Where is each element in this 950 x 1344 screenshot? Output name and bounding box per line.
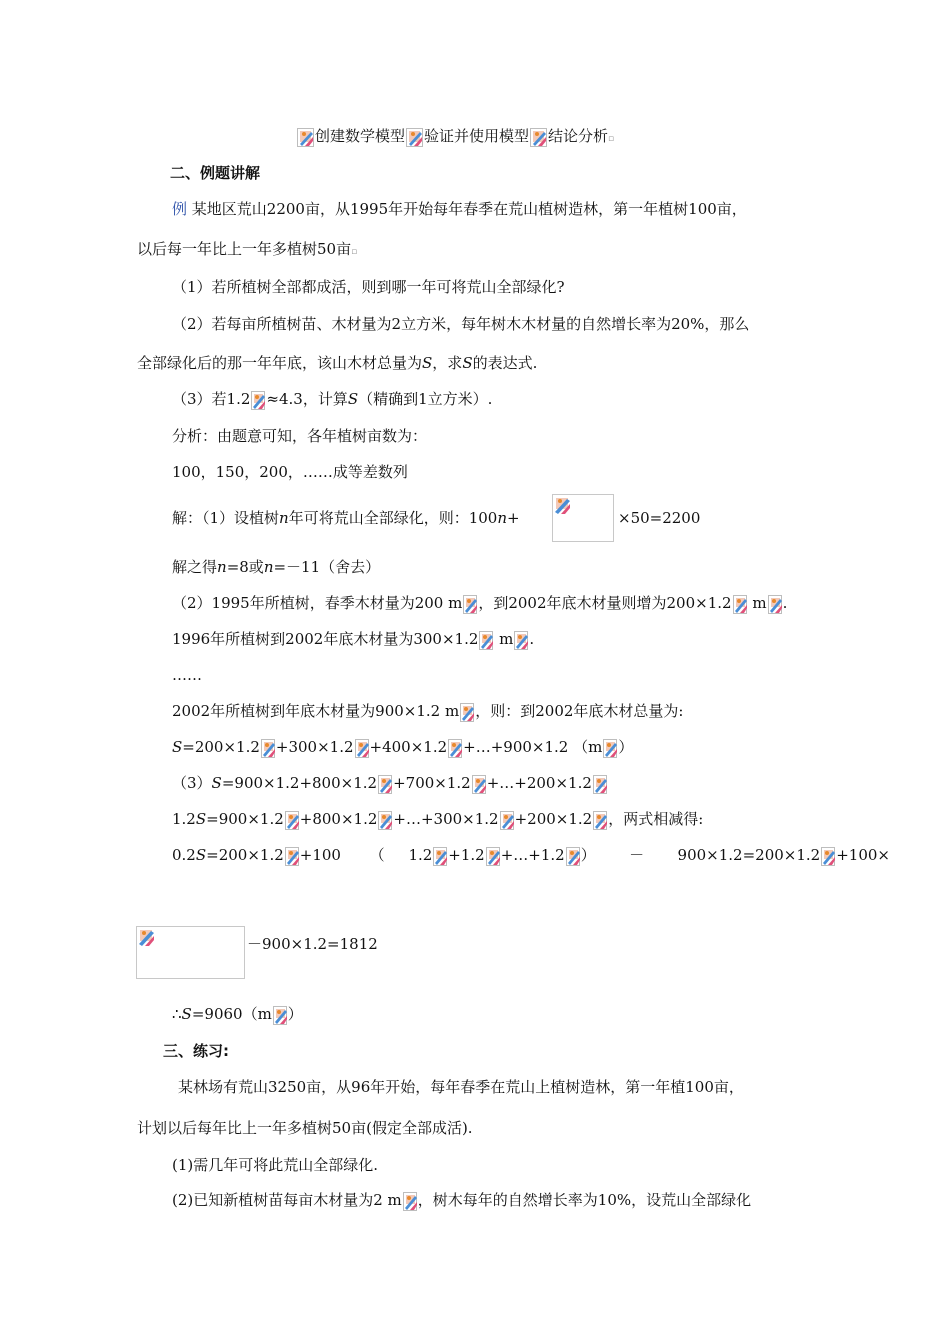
solution-1-rhs: ×50=2200 bbox=[618, 509, 701, 527]
broken-image-icon bbox=[251, 391, 265, 410]
broken-image-icon bbox=[479, 631, 493, 650]
flow-step-3: 结论分析 bbox=[548, 127, 609, 145]
broken-image-icon bbox=[138, 928, 158, 948]
broken-image-icon bbox=[603, 739, 617, 758]
broken-image-icon bbox=[355, 739, 369, 758]
ellipsis: …… bbox=[172, 666, 202, 684]
practice-line-1: 某林场有荒山3250亩，从96年开始，每年春季在荒山上植树造林，第一年植100亩， bbox=[178, 1078, 744, 1096]
question-2-line-2: 全部绿化后的那一年年底，该山木材总量为S，求S的表达式. bbox=[137, 354, 538, 372]
practice-line-3: (1)需几年可将此荒山全部绿化. bbox=[172, 1156, 379, 1174]
solution-3-line-1: （3）S=900×1.2+800×1.2 +700×1.2 +…+200×1.2 bbox=[172, 772, 608, 794]
example-tag: 例 bbox=[172, 200, 188, 218]
solution-1-result: 解之得n=8或n=－11（舍去） bbox=[172, 558, 381, 576]
section-heading-practice: 三、练习: bbox=[163, 1042, 229, 1060]
solution-3-line-4: －900×1.2=1812 bbox=[247, 935, 378, 953]
broken-image-icon bbox=[472, 775, 486, 794]
formula-image bbox=[552, 494, 614, 542]
broken-image-icon bbox=[261, 739, 275, 758]
broken-image-icon bbox=[403, 1192, 417, 1211]
question-2-line-1: （2）若每亩所植树苗、木材量为2立方米，每年树木木材量的自然增长率为20%，那么 bbox=[172, 315, 750, 333]
broken-image-icon bbox=[273, 1006, 287, 1025]
example-line-2: 以后每一年比上一年多植树50亩▫ bbox=[137, 240, 358, 258]
broken-image-icon bbox=[821, 847, 835, 866]
example-line-1: 例 某地区荒山2200亩，从1995年开始每年春季在荒山植树造林，第一年植树100亩， bbox=[172, 200, 747, 218]
broken-image-icon bbox=[554, 496, 572, 516]
broken-image-icon bbox=[297, 128, 314, 147]
broken-image-icon bbox=[463, 595, 477, 614]
broken-image-icon bbox=[733, 595, 747, 614]
solution-2-line-2: 1996年所植树到2002年底木材量为300×1.2 m . bbox=[172, 630, 535, 648]
broken-image-icon bbox=[593, 775, 607, 794]
broken-image-icon bbox=[378, 775, 392, 794]
solution-2-line-3: 2002年所植树到年底木材量为900×1.2 m ，则：到2002年底木材总量为: bbox=[172, 702, 684, 720]
solution-3-line-3: 0.2S=200×1.2 +100 （ 1.2 +1.2 +…+1.2 ） － 900×1.2=200×1.2 +100× bbox=[172, 846, 891, 864]
broken-image-icon bbox=[285, 847, 299, 866]
broken-image-icon bbox=[285, 811, 299, 830]
broken-image-icon bbox=[433, 847, 447, 866]
broken-image-icon bbox=[406, 128, 423, 147]
analysis-line-2: 100，150，200，……成等差数列 bbox=[172, 463, 408, 481]
question-1: （1）若所植树全部都成活，则到哪一年可将荒山全部绿化? bbox=[172, 278, 565, 296]
solution-2-sum: S=200×1.2 +300×1.2 +400×1.2 +…+900×1.2 （m ） bbox=[172, 738, 634, 756]
solution-2-line-1: （2）1995年所植树，春季木材量为200 m ，到2002年底木材量则增为200×1.2 m . bbox=[172, 594, 788, 612]
broken-image-icon bbox=[530, 128, 547, 147]
section-heading-examples: 二、例题讲解 bbox=[170, 164, 261, 182]
practice-line-4: (2)已知新植树苗每亩木材量为2 m ，树木每年的自然增长率为10%，设荒山全部绿化 bbox=[172, 1191, 752, 1209]
broken-image-icon bbox=[768, 595, 782, 614]
solution-3-line-2: 1.2S=900×1.2 +800×1.2 +…+300×1.2 +200×1.2 ，两式相减得: bbox=[172, 810, 704, 828]
broken-image-icon bbox=[566, 847, 580, 866]
broken-image-icon bbox=[514, 631, 528, 650]
broken-image-icon bbox=[486, 847, 500, 866]
question-3: （3）若1.2 ≈4.3，计算S（精确到1立方米）. bbox=[172, 390, 493, 408]
broken-image-icon bbox=[448, 739, 462, 758]
flow-step-1: 创建数学模型 bbox=[315, 127, 406, 145]
broken-image-icon bbox=[500, 811, 514, 830]
broken-image-icon bbox=[593, 811, 607, 830]
flow-step-2: 验证并使用模型 bbox=[424, 127, 530, 145]
solution-1-equation: 解：（1）设植树n年可将荒山全部绿化，则：100n+ bbox=[172, 509, 520, 527]
flow-line: 创建数学模型 验证并使用模型 结论分析▫ bbox=[296, 125, 614, 150]
broken-image-icon bbox=[460, 703, 474, 722]
formula-image-large bbox=[136, 926, 245, 979]
practice-line-2: 计划以后每年比上一年多植树50亩(假定全部成活). bbox=[137, 1119, 473, 1137]
final-answer: ∴S=9060（m ） bbox=[172, 1005, 303, 1023]
analysis-line-1: 分析：由题意可知，各年植树亩数为： bbox=[172, 427, 428, 445]
broken-image-icon bbox=[378, 811, 392, 830]
